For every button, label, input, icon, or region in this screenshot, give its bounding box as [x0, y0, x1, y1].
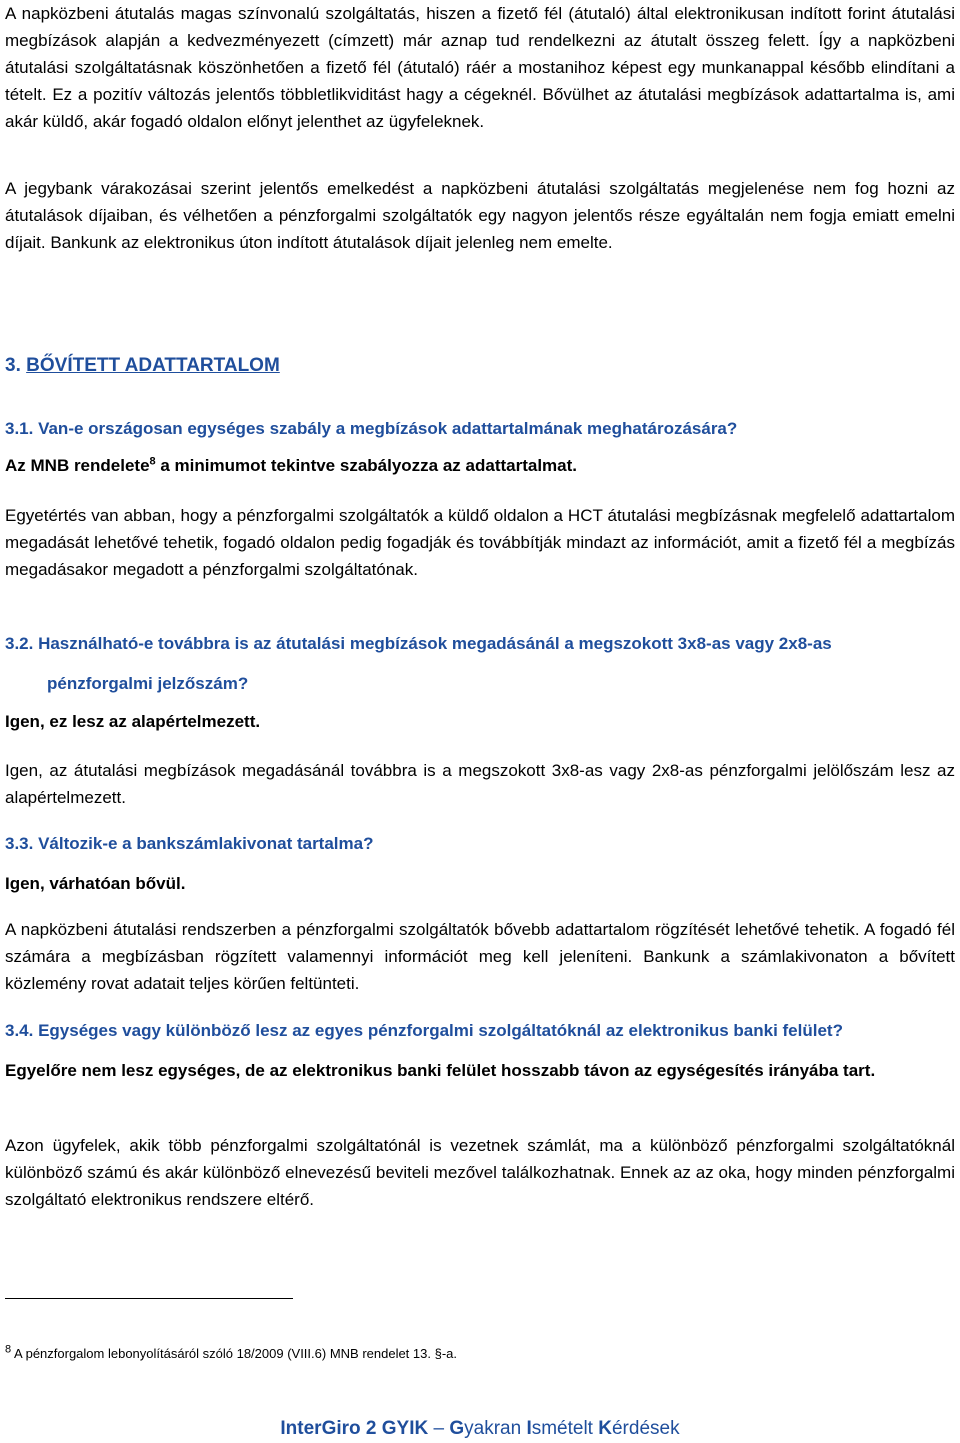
text-3-1: Egyetértés van abban, hogy a pénzforgalmi szolgáltatók a küldő oldalon a HCT átutalási megbízásnak megfelelő adattartalom megadását lehetővé tehetik, fogadó oldalon pedig fogadják és továbbítják mindazt az információt, amit a fizető fél a megbízás megadásakor megadott a pénzforgalmi szolgáltatónak.: [5, 506, 955, 579]
footer-word-2: smételt: [531, 1418, 599, 1439]
footnote-marker: 8: [5, 1343, 12, 1356]
question-3-3: 3.3. Változik-e a bankszámlakivonat tartalma?: [5, 834, 374, 853]
answer-3-1: [5, 452, 955, 479]
footnote-separator: [5, 1298, 293, 1299]
footer-dash: –: [428, 1418, 450, 1439]
section-3-title: BŐVÍTETT ADATTARTALOM: [26, 355, 280, 376]
footer-word-1: yakran: [464, 1418, 527, 1439]
footer-initial-i: I: [526, 1418, 532, 1439]
footnote-text: A pénzforgalom lebonyolításáról szóló 18/2009 (VIII.6) MNB rendelet 13. §-a.: [11, 1346, 457, 1361]
text-3-2: Igen, az átutalási megbízások megadásánál továbbra is a megszokott 3x8-as vagy 2x8-as pénzforgalmi jelölőszám lesz az alapértelmezett.: [5, 761, 955, 807]
footnote-8: [5, 1345, 955, 1363]
footer-initial-g: G: [449, 1418, 465, 1439]
section-3-number: 3.: [5, 355, 21, 376]
answer-3-3: Igen, várhatóan bővül.: [5, 874, 186, 893]
page-footer: [5, 1418, 955, 1440]
answer-3-4: Egyelőre nem lesz egységes, de az elektronikus banki felület hosszabb távon az egységesítés irányába tart.: [5, 1061, 876, 1080]
section-3-heading: [5, 352, 955, 379]
footnote-ref-8: 8: [149, 455, 156, 468]
answer-3-1-text-cont: a minimumot tekintve szabályozza az adattartalmat.: [155, 456, 578, 475]
question-3-4: 3.4. Egységes vagy különböző lesz az egyes pénzforgalmi szolgáltatóknál az elektronikus banki felület?: [5, 1021, 843, 1040]
intro-paragraph-2: A jegybank várakozásai szerint jelentős emelkedést a napközbeni átutalási szolgáltatás megjelenése nem fog hozni az átutalások díjaiban, és vélhetően a pénzforgalmi szolgáltatók egy nagyon jelentős része egyáltalán nem fogja emiatt emelni díjait. Bankunk az elektronikus úton indított átutalások díjait jelenleg nem emelte.: [5, 179, 955, 252]
footer-word-3: érdések: [611, 1418, 680, 1439]
answer-3-1-text: Az MNB rendelete: [5, 456, 150, 475]
question-3-2-line-1: 3.2. Használható-e továbbra is az átutalási megbízások megadásánál a megszokott 3x8-as vagy 2x8-as: [5, 634, 832, 653]
text-3-3: A napközbeni átutalási rendszerben a pénzforgalmi szolgáltatók bővebb adattartalom rögzítését lehetővé tehetik. A fogadó fél számára a megbízásban rögzített valamennyi információt meg kell jeleníteni. Bankunk a számlakivonaton a bővített közlemény rovat adatait teljes körűen feltünteti.: [5, 920, 955, 993]
intro-paragraph-1: A napközbeni átutalás magas színvonalú szolgáltatás, hiszen a fizető fél (átutaló) által elektronikusan indított forint átutalási megbízások alapján a kedvezményezett (címzett) már aznap tud rendelkezni az átutalt összeg felett. Így a napközbeni átutalási szolgáltatásnak köszönhetően a fizető fél (átutaló) ráér a mostanihoz képest egy munkanappal később elindítani a tételt. Ez a pozitív változás jelentős többletlikviditást hagy a cégeknél. Bővülhet az átutalási megbízások adattartalma is, ami akár küldő, akár fogadó oldalon előnyt jelenthet az ügyfeleknek.: [5, 4, 955, 131]
footer-doc-name: InterGiro 2 GYIK: [280, 1418, 429, 1439]
question-3-1: 3.1. Van-e országosan egységes szabály a megbízások adattartalmának meghatározására?: [5, 419, 738, 438]
footer-initial-k: K: [598, 1418, 612, 1439]
answer-3-2: Igen, ez lesz az alapértelmezett.: [5, 712, 261, 731]
text-3-4: Azon ügyfelek, akik több pénzforgalmi szolgáltatónál is vezetnek számlát, ma a különböző pénzforgalmi szolgáltatóknál különböző számú és akár különböző elnevezésű beviteli mezővel találkozhatnak. Ennek az az oka, hogy minden pénzforgalmi szolgáltató elektronikus rendszere eltérő.: [5, 1136, 955, 1209]
question-3-2-line-2: pénzforgalmi jelzőszám?: [47, 674, 249, 693]
